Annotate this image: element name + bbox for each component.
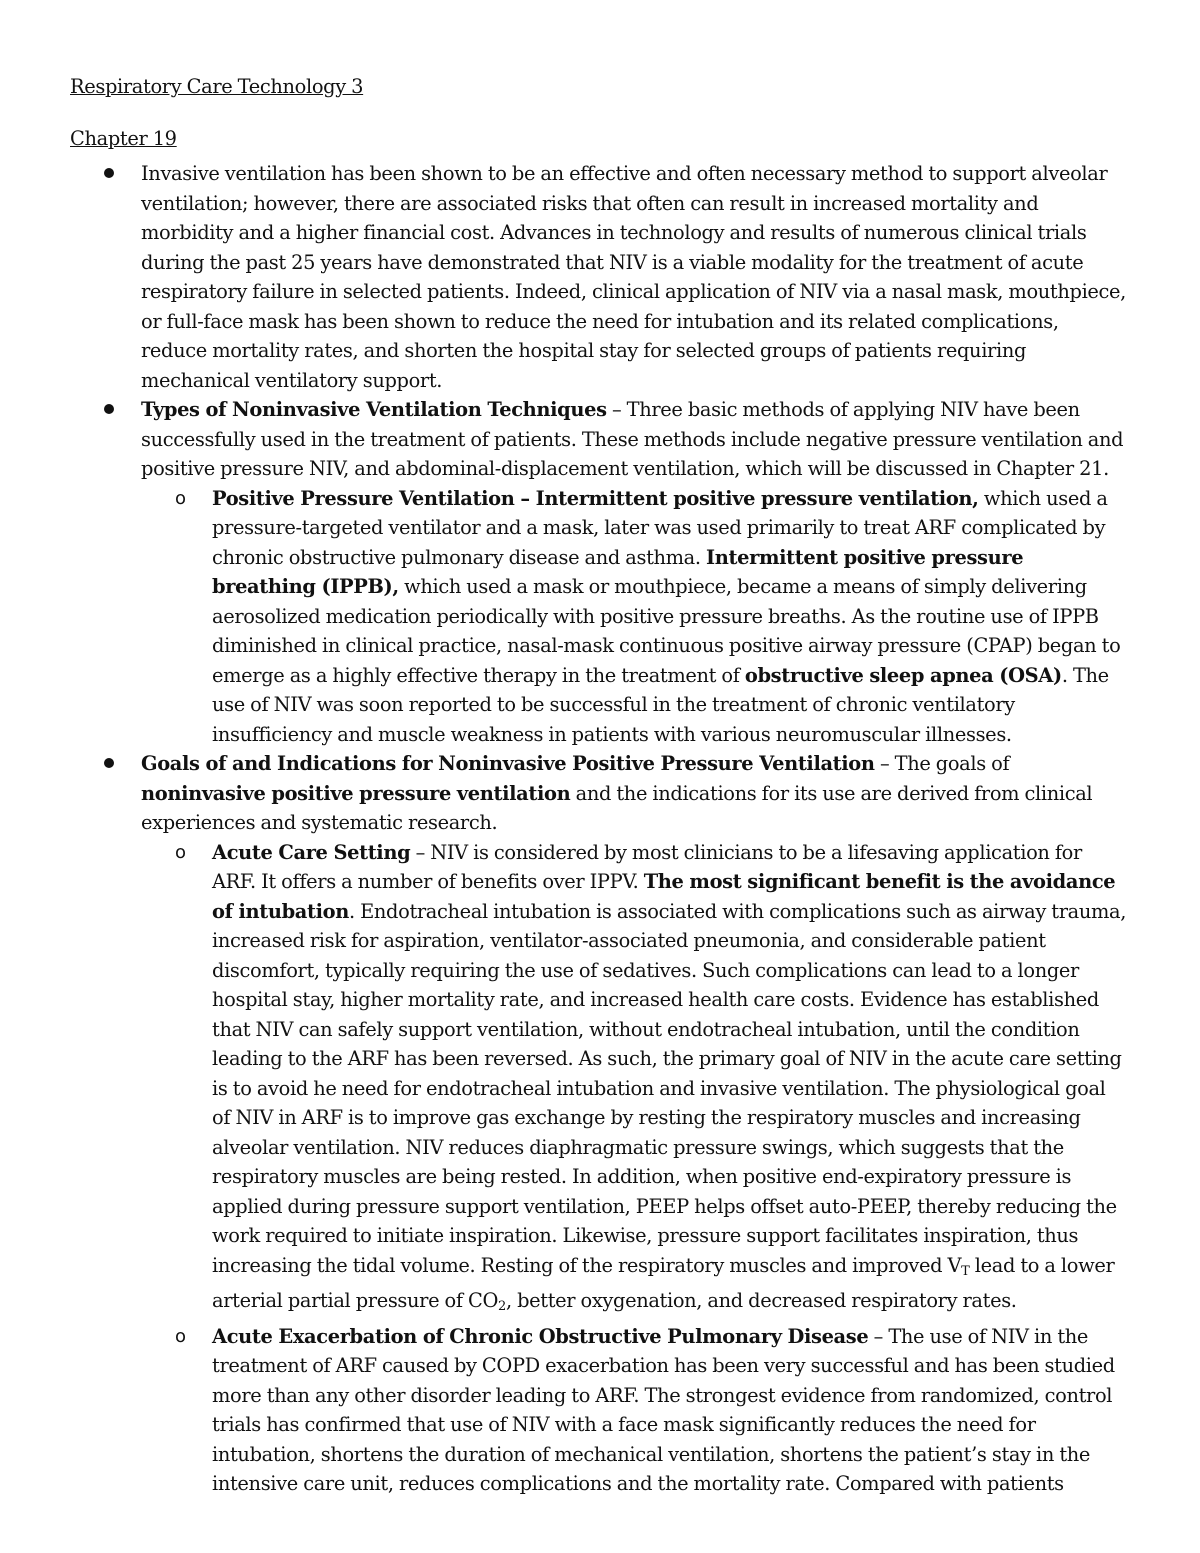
bullet-dot-icon <box>104 758 114 768</box>
section-heading: Goals of and Indications for Noninvasive Positive Pressure Ventilation <box>141 752 875 775</box>
paragraph-text: . Endotracheal intubation is associated with complications such as airway trauma, increased risk for aspiration, ventilator-associated pneumonia, and considerable patient discomfort, typically requiring the use of sedatives. Such complications can lead to a longer hospital stay, higher mortality rate, and increased health care costs. Evidence has established that NIV can safely support ventilation, without endotracheal intubation, until the condition leading to the ARF has been reversed. As such, the primary goal of NIV in the acute care setting is to avoid he need for endotracheal intubation and invasive ventilation. The physiological goal of NIV in ARF is to improve gas exchange by resting the respiratory muscles and increasing alveolar ventilation. NIV reduces diaphragmatic pressure swings, which suggests that the respiratory muscles are being rested. In addition, when positive end-expiratory pressure is applied during pressure support ventilation, PEEP helps offset auto-PEEP, thereby reducing the work required to initiate inspiration. Likewise, pressure support facilitates inspiration, thus increasing the tidal volume. Resting of the respiratory muscles and improved V <box>212 899 1127 1277</box>
subsection-heading: Acute Exacerbation of Chronic Obstructive Pulmonary Disease <box>212 1324 869 1348</box>
paragraph-text: lead to a lower arterial partial pressure of CO <box>212 1253 1115 1312</box>
bullet-dot-icon <box>104 168 114 178</box>
paragraph-text: and the indications for its use are derived from clinical experiences and systematic research. <box>141 781 1093 834</box>
sub-item-acute-care-setting <box>141 838 1128 1322</box>
bold-term: The most significant benefit is the avoidance of intubation <box>212 870 1116 923</box>
sub-item-acute-exacerbation-copd <box>141 1322 1128 1499</box>
subsection-heading: Acute Care Setting <box>212 840 411 864</box>
paragraph-text: – The use of NIV in the treatment of ARF caused by COPD exacerbation has been very successful and has been studied more than any other disorder leading to ARF. The strongest evidence from randomized, control trials has confirmed that use of NIV with a face mask significantly reduces the need for intubation, shortens the duration of mechanical ventilation, shortens the patient’s stay in the intensive care unit, reduces complications and the mortality rate. Compared with patients <box>212 1324 1115 1495</box>
bullet-dot-icon <box>104 404 114 414</box>
paragraph-text: Invasive ventilation has been shown to be an effective and often necessary method to support alveolar ventilation; however, there are associated risks that often can result in increased mortality and morbidity and a higher financial cost. Advances in technology and results of numerous clinical trials during the past 25 years have demonstrated that NIV is a viable modality for the treatment of acute respiratory failure in selected patients. Indeed, clinical application of NIV via a nasal mask, mouthpiece, or full-face mask has been shown to reduce the need for intubation and its related complications, reduce mortality rates, and shorten the hospital stay for selected groups of patients requiring mechanical ventilatory support. <box>141 162 1126 392</box>
subsection-heading: Positive Pressure Ventilation – Intermittent positive pressure ventilation, <box>212 486 979 510</box>
paragraph-text: which used a pressure-targeted ventilator and a mask, later was used primarily to treat ARF complicated by chronic obstructive pulmonary disease and asthma. <box>212 486 1108 569</box>
chapter-heading: Chapter 19 <box>70 126 177 150</box>
circle-bullet-icon: o <box>175 1325 186 1347</box>
paragraph-text: – NIV is considered by most clinicians to be a lifesaving application for ARF. It offers a number of benefits over IPPV. <box>212 840 1082 893</box>
subscript-2: 2 <box>498 1299 506 1314</box>
sub-list <box>141 838 1128 1499</box>
circle-bullet-icon: o <box>175 841 186 863</box>
document-title: Respiratory Care Technology 3 <box>70 75 364 98</box>
sub-item-positive-pressure-ventilation <box>141 484 1128 750</box>
sub-list <box>141 484 1128 750</box>
paragraph-text: – Three basic methods of applying NIV have been successfully used in the treatment of patients. These methods include negative pressure ventilation and positive pressure NIV, and abdominal-displacement ventilation, which will be discussed in Chapter 21. <box>141 398 1124 480</box>
paragraph-text: – The goals of <box>874 752 1010 775</box>
paragraph-text: , better oxygenation, and decreased respiratory rates. <box>505 1289 1017 1312</box>
bold-term: noninvasive positive pressure ventilation <box>141 781 571 805</box>
bullet-item-types-of-niv <box>70 395 1128 749</box>
bullet-list <box>70 159 1128 1499</box>
bullet-item-goals-indications <box>70 749 1128 1499</box>
circle-bullet-icon: o <box>175 487 186 509</box>
section-heading: Types of Noninvasive Ventilation Techniques <box>141 398 607 421</box>
paragraph-text: . The use of NIV was soon reported to be successful in the treatment of chronic ventilatory insufficiency and muscle weakness in patients with various neuromuscular illnesses. <box>212 663 1109 746</box>
subscript-t: T <box>961 1263 970 1279</box>
bold-term: obstructive sleep apnea (OSA) <box>744 663 1062 687</box>
paragraph-text: which used a mask or mouthpiece, became a means of simply delivering aerosolized medication periodically with positive pressure breaths. As the routine use of IPPB diminished in clinical practice, nasal-mask continuous positive airway pressure (CPAP) began to emerge as a highly effective therapy in the treatment of <box>212 575 1121 687</box>
bold-term: Intermittent positive pressure breathing (IPPB), <box>212 545 1024 598</box>
bullet-item-invasive-ventilation <box>70 159 1128 395</box>
